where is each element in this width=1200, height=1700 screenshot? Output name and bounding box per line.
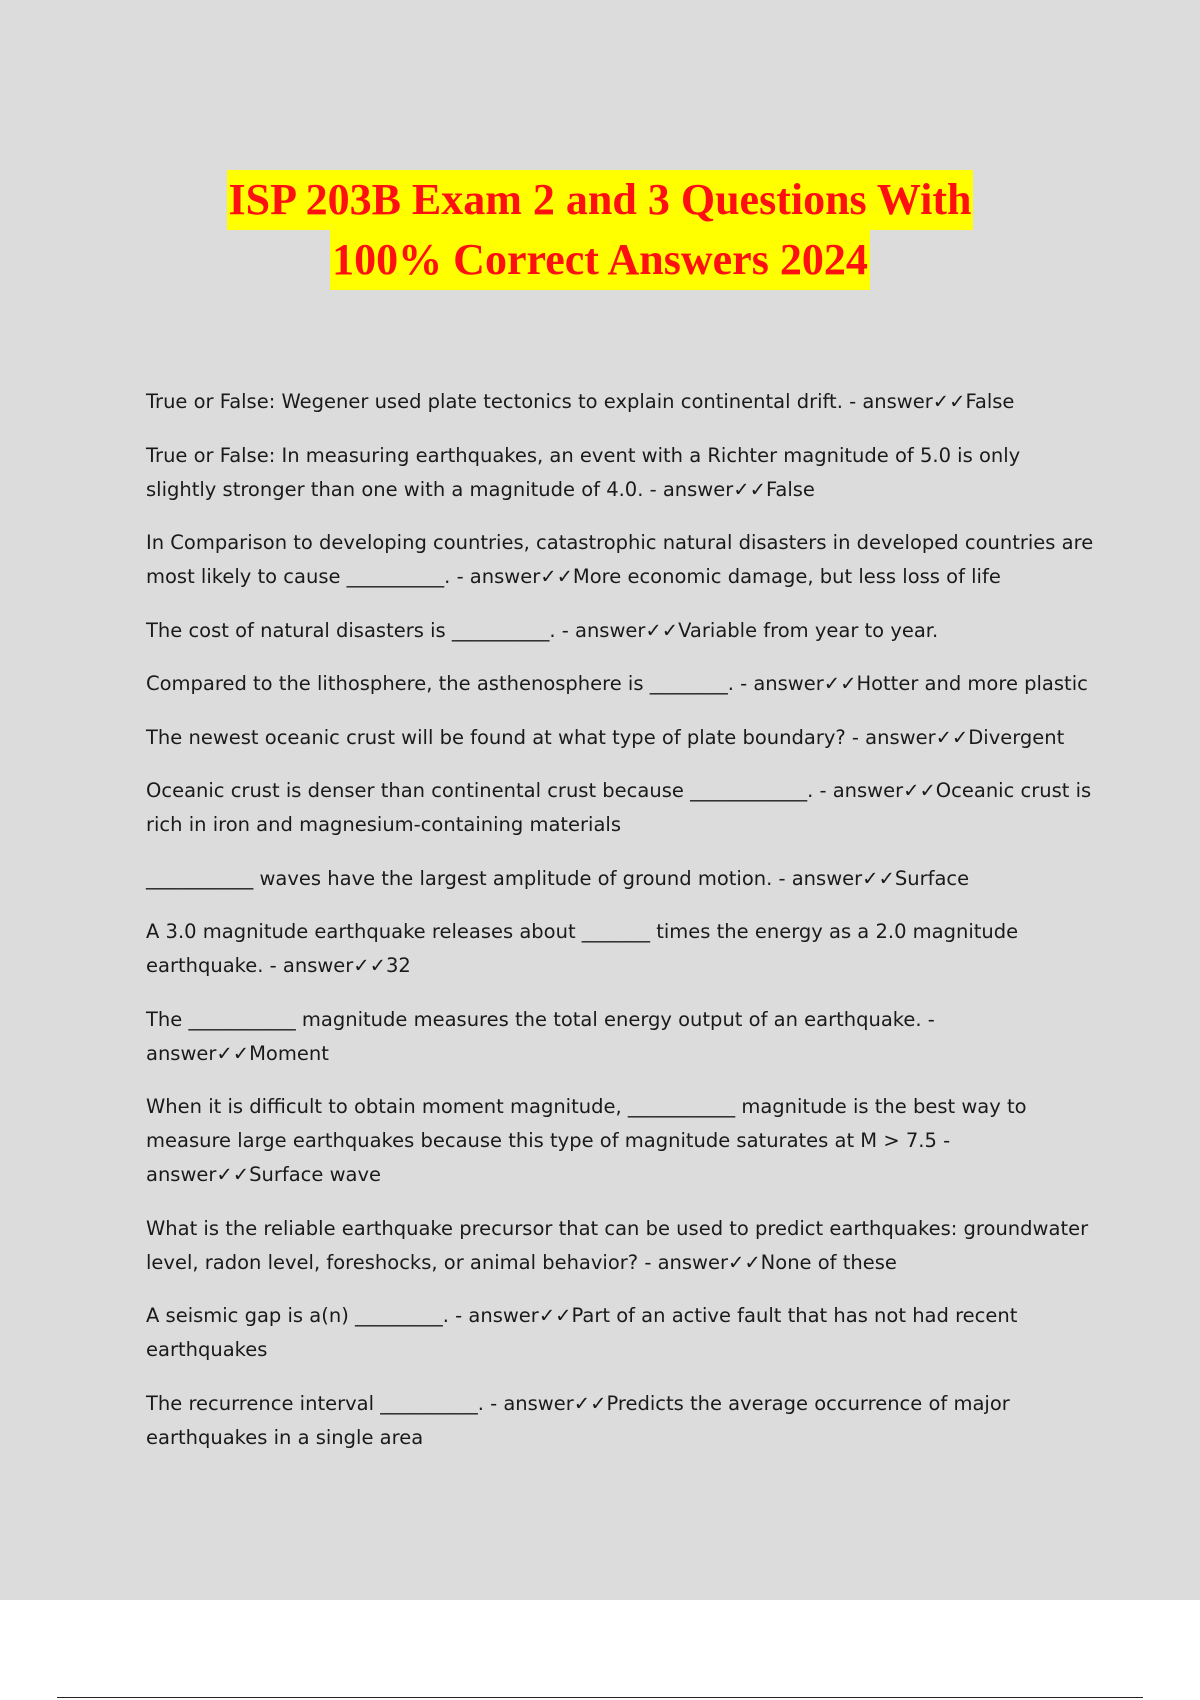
qa-item: Oceanic crust is denser than continental crust because ____________. - answer✓✓Oceanic crust is rich in iron and magnesium-containing materials [146,779,1092,836]
qa-item: The newest oceanic crust will be found at what type of plate boundary? - answer✓✓Divergent [146,725,1065,749]
document-title [0,170,1200,290]
qa-item: ___________ waves have the largest amplitude of ground motion. - answer✓✓Surface [146,866,970,890]
qa-item: True or False: Wegener used plate tectonics to explain continental drift. - answer✓✓False [146,390,1015,413]
qa-item: True or False: In measuring earthquakes, an event with a Richter magnitude of 5.0 is only slightly stronger than one with a magnitude of 4.0. - answer✓✓False [146,443,1021,501]
page-footer-area [0,1600,1200,1700]
qa-item: The ___________ magnitude measures the total energy output of an earthquake. - answer✓✓Moment [146,1007,935,1065]
footer-divider [57,1697,1143,1698]
qa-item: Compared to the lithosphere, the asthenosphere is ________. - answer✓✓Hotter and more plastic [146,672,1088,695]
qa-list [146,385,1094,1469]
qa-item: What is the reliable earthquake precursor that can be used to predict earthquakes: groundwater level, radon level, foreshocks, or animal behavior? - answer✓✓None of these [146,1216,1089,1274]
qa-item: The cost of natural disasters is __________. - answer✓✓Variable from year to year. [146,618,939,642]
qa-item: In Comparison to developing countries, catastrophic natural disasters in developed countries are most likely to cause __________. - answer✓✓More economic damage, but less loss of life [146,531,1094,588]
title-line-2: 100% Correct Answers 2024 [330,230,870,290]
qa-item: The recurrence interval __________. - answer✓✓Predicts the average occurrence of major earthquakes in a single area [146,1391,1010,1449]
qa-item: When it is difficult to obtain moment magnitude, ___________ magnitude is the best way to measure large earthquakes because this type of magnitude saturates at M > 7.5 - answer✓✓Surface wave [146,1095,1027,1186]
title-line-1: ISP 203B Exam 2 and 3 Questions With [227,170,974,230]
qa-item: A 3.0 magnitude earthquake releases about _______ times the energy as a 2.0 magnitude earthquake. - answer✓✓32 [146,920,1019,977]
qa-item: A seismic gap is a(n) _________. - answer✓✓Part of an active fault that has not had recent earthquakes [146,1304,1018,1361]
